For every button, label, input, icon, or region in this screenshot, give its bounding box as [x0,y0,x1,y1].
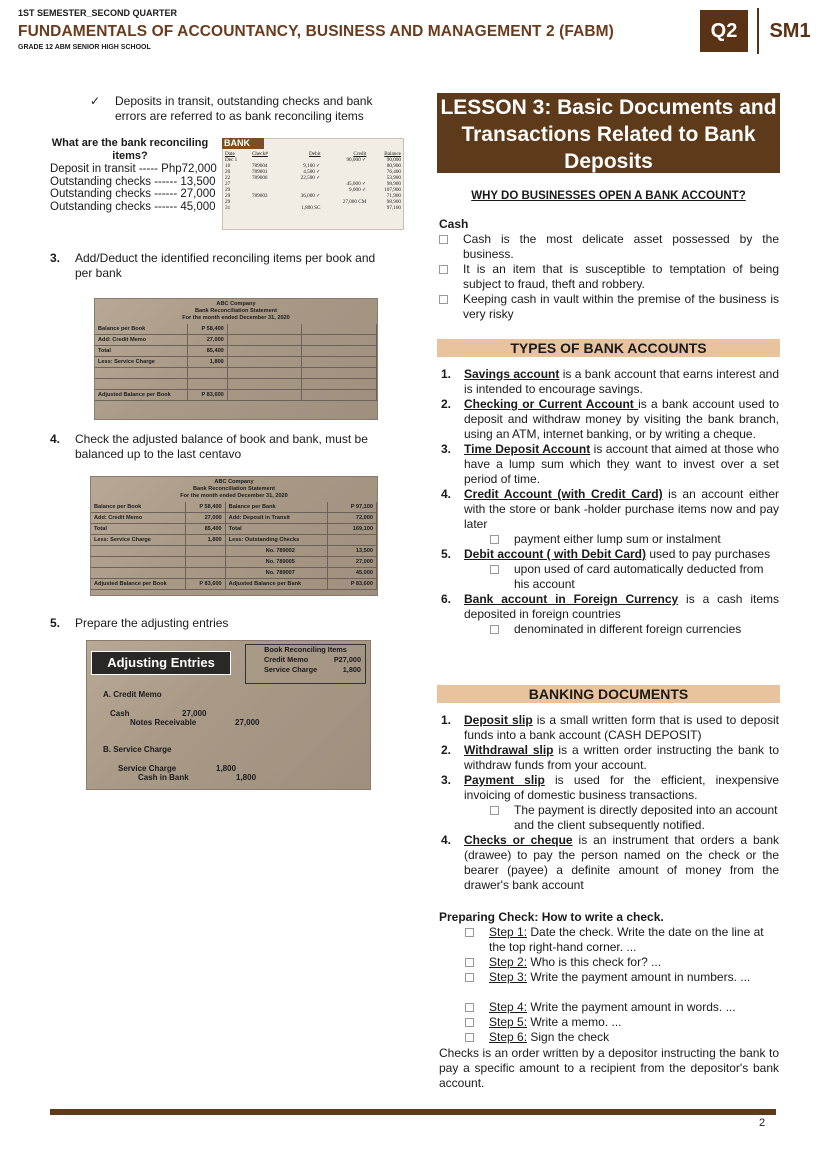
cash-point [439,232,779,262]
statement-label: Less: Outstanding Checks [225,535,328,546]
ledger-cell: Check# [251,151,268,157]
grade-label: GRADE 12 ABM SENIOR HIGH SCHOOL [18,44,151,51]
statement-amount: 85,400 [185,524,225,535]
docs-list [439,713,779,893]
item-term: Time Deposit Account [464,442,591,456]
statement-empty [227,346,302,357]
recon-statement-book-image [94,298,378,420]
item-text: is a small written form that is used to deposit funds into a bank account (CASH DEPOSIT) [464,713,779,742]
item-number: 3. [441,442,452,456]
statement-row [91,502,377,513]
statement-label: Adjusted Balance per Bank [225,579,328,590]
step-number: 3. [50,251,61,265]
cash-heading: Cash [439,217,469,231]
statement-row [91,535,377,546]
ledger-cell: 90,000 ✓ [346,157,367,163]
statement-label [95,368,188,379]
statement-amount: 1,800 [185,535,225,546]
statement-row [91,557,377,568]
ledger-cell: 1,800 SC [301,205,321,211]
statement-empty [302,368,377,379]
step-5 [50,616,380,631]
statement-amount [185,546,225,557]
step-label: Step 6: [489,1030,528,1044]
statement-row [95,346,377,357]
statement-empty [302,324,377,335]
closing-paragraph: Checks is an order written by a depositor instructing the bank to pay a specific amount to a recipient from the depositor's bank account. [439,1046,779,1090]
square-bullet-icon [465,1033,474,1042]
statement-empty [302,390,377,401]
cash-point [439,262,779,292]
item-term: Checks or cheque [464,833,573,847]
statement-empty [302,335,377,346]
statement-company: ABC Company [216,301,256,307]
ledger-cell: 20 [225,169,231,175]
square-bullet-icon [465,1018,474,1027]
item-number: 3. [441,773,452,787]
statement-label: Add: Credit Memo [95,335,188,346]
statement-period: For the month ended December 31, 2020 [180,493,288,499]
statement-label: Total [95,346,188,357]
item-text: is an instrument that orders a bank (drawee) to pay the person named on the check or the bearer (payee) a definite amount of money from the drawer's bank account [464,833,779,892]
ledger-cell: 27 [225,181,231,187]
list-item [439,713,779,743]
ledger-cell: 22 [225,175,231,181]
statement-label: Balance per Bank [225,502,328,513]
statement-amount: P 97,100 [328,502,377,513]
ledger-cell: 45,000 ✓ [346,181,367,187]
statement-label: No. 789002 [225,546,328,557]
types-list [439,367,779,637]
ledger-cell: Balance [384,151,401,157]
checkmark-icon: ✓ [90,94,101,108]
ledger-cell: 789006 [251,175,268,181]
statement-row [95,357,377,368]
ledger-cell: 789001 [251,169,268,175]
statement-row [91,524,377,535]
statement-amount [188,379,227,390]
check-step [439,1030,779,1045]
ledger-cell: 71,900 [386,193,401,199]
statement-company: ABC Company [214,479,254,485]
step-number: 4. [50,432,61,446]
recon-item: Deposit in transit ----- Php72,000 [50,163,217,175]
ledger-cell: 29 [225,199,231,205]
recon-item: Outstanding checks ------ 27,000 [50,188,216,201]
ledger-cell: Date [225,151,235,157]
ledger-cell: 29 [225,187,231,193]
check-step [439,1015,779,1030]
list-item [439,397,779,442]
ledger-cell: 10 [225,163,231,169]
item-term: Checking or Current Account [464,397,639,411]
badge-divider [757,8,759,54]
check-note [90,94,390,124]
square-bullet-icon [465,1003,474,1012]
step-text: Write the payment amount in numbers. ... [527,970,751,984]
statement-label: Total [225,524,328,535]
item-text: is a written order instructing the bank to withdraw funds from your account. [464,743,779,772]
statement-amount: P 58,400 [188,324,227,335]
statement-label: No. 789007 [225,568,328,579]
statement-row [95,335,377,346]
item-term: Savings account [464,367,560,381]
item-text: is an account either with the store or bank -holder purchase items now and pay later [464,487,779,531]
statement-row [95,368,377,379]
check-step [439,955,779,970]
box-item-label: Credit Memo [264,654,309,664]
ledger-cell: 107,900 [384,187,401,193]
recon-question-text: What are the bank reconciling items? [51,137,209,162]
statement-label: Adjusted Balance per Book [91,579,185,590]
statement-amount [188,368,227,379]
lesson-title: LESSON 3: Basic Documents and Transactions Related to Bank Deposits [440,96,777,173]
statement-empty [302,346,377,357]
step-label: Step 1: [489,925,528,939]
statement-amount: 1,800 [188,357,227,368]
square-bullet-icon [465,928,474,937]
square-bullet-icon [465,958,474,967]
statement-amount: P 83,600 [185,579,225,590]
item-number: 1. [441,713,452,727]
step-number: 5. [50,616,61,630]
ledger-cell: 36,000 ✓ [300,193,321,199]
statement-row [91,568,377,579]
sub-item [439,532,779,547]
statement-amount [328,535,377,546]
ledger-cell: 97,100 [386,205,401,211]
bank-ledger-image [222,138,404,230]
ledger-cell: 9,000 ✓ [349,187,367,193]
item-term: Credit Account (with Credit Card) [464,487,663,501]
lesson-title-banner [437,93,780,173]
check-note-text: Deposits in transit, outstanding checks and bank errors are referred to as bank reconciling items [115,94,373,123]
bank-ledger-label: BANK [222,138,264,149]
step-text: Sign the check [527,1030,610,1044]
ledger-cell: 76,400 [386,169,401,175]
check-step [439,1000,779,1015]
ledger-cell: 98,900 [386,181,401,187]
statement-label [95,379,188,390]
statement-amount [185,568,225,579]
step-text: Write the payment amount in words. ... [527,1000,736,1014]
docs-heading: BANKING DOCUMENTS [437,685,780,703]
check-steps [439,925,779,1045]
quarter-badge: Q2 [700,10,748,52]
recon-item: Outstanding checks ------ 45,000 [50,201,216,214]
item-number: 5. [441,547,452,561]
square-bullet-icon [439,265,448,274]
statement-amount: 27,000 [185,513,225,524]
statement-label: Adjusted Balance per Book [95,390,188,401]
square-bullet-icon [490,806,499,815]
box-item-label: Service Charge [264,664,318,674]
entry-a-credit-amount: 27,000 [235,718,260,727]
ledger-cell: 53,900 [386,175,401,181]
statement-heading [95,299,377,324]
ledger-row [223,205,403,211]
list-item [439,773,779,803]
entry-a-debit-amount: 27,000 [182,709,207,718]
cash-point-text: Cash is the most delicate asset possessed by the business. [463,232,779,261]
statement-amount: 85,400 [188,346,227,357]
ledger-cell: 90,000 [386,157,401,163]
statement-label [91,557,185,568]
statement-1-table [95,324,377,401]
ledger-cell: Debit [309,151,321,157]
statement-label: Add: Deposit in Transit [225,513,328,524]
entry-b-debit-account: Service Charge [118,764,177,773]
statement-1 [95,299,377,401]
check-heading: Preparing Check: How to write a check. [439,910,664,924]
page-number: 2 [759,1117,766,1129]
statement-2-table [91,502,377,590]
statement-amount [185,557,225,568]
statement-empty [227,368,302,379]
statement-row [91,546,377,557]
item-number: 1. [441,367,452,381]
step-4 [50,432,390,462]
statement-label: Less: Service Charge [95,357,188,368]
entry-b-credit-amount: 1,800 [236,773,257,782]
statement-empty [227,335,302,346]
entry-a-credit-account: Notes Receivable [130,718,197,727]
ledger-cell: 22,500 ✓ [300,175,321,181]
ledger-cell: 98,900 [386,199,401,205]
recon-statement-full-image [90,476,378,596]
statement-label: Add: Credit Memo [91,513,185,524]
sub-item [439,803,779,833]
item-number: 2. [441,397,452,411]
ledger-cell: Dec 1 [225,157,238,163]
square-bullet-icon [490,625,499,634]
item-number: 2. [441,743,452,757]
item-text: is used for the efficient, inexpensive invoicing of domestic business transactions. [464,773,779,802]
item-term: Withdrawal slip [464,743,554,757]
statement-period: For the month ended December 31, 2020 [182,315,290,321]
statement-amount: 169,100 [328,524,377,535]
why-heading: WHY DO BUSINESSES OPEN A BANK ACCOUNT? [471,190,746,202]
statement-label: Balance per Book [91,502,185,513]
statement-empty [227,357,302,368]
statement-amount: P 58,400 [185,502,225,513]
statement-amount: 27,000 [188,335,227,346]
box-item-value: 1,800 [342,664,361,674]
statement-empty [302,357,377,368]
item-text: is account that aimed at those who have a lump sum which they want to invest over a set period of time. [464,442,779,486]
item-term: Bank account in Foreign Currency [464,592,679,606]
check-step [439,925,779,955]
statement-row [95,324,377,335]
cash-point-text: Keeping cash in vault within the premise of the business is very risky [463,292,779,321]
ledger-cell: 31 [225,205,231,211]
statement-heading [91,477,377,502]
step-gap [439,985,779,1000]
ledger-cell: 29 [225,193,231,199]
recon-question [46,137,214,163]
item-text: is a cash items deposited in foreign countries [464,592,779,621]
statement-row [91,579,377,590]
check-step [439,970,779,985]
statement-amount: P 83,600 [188,390,227,401]
ledger-cell: 789004 [251,163,268,169]
list-item [439,442,779,487]
cash-point [439,292,779,322]
book-reconciling-box [245,644,366,684]
sub-item-text: denominated in different foreign currencies [514,622,742,636]
step-text: Add/Deduct the identified reconciling items per book and per bank [75,251,376,280]
square-bullet-icon [465,973,474,982]
list-item [439,592,779,622]
entry-b-label: B. Service Charge [103,745,172,754]
ledger-cell [323,205,369,211]
adjusting-entries-title: Adjusting Entries [91,651,231,675]
statement-amount: P 83,600 [328,579,377,590]
entry-b-credit-account: Cash in Bank [138,773,189,782]
types-heading: TYPES OF BANK ACCOUNTS [437,339,780,357]
ledger-cell: 27,000 CM [342,199,367,205]
bank-ledger-table [223,151,403,211]
step-label: Step 3: [489,970,528,984]
statement-row [95,390,377,401]
statement-empty [302,379,377,390]
list-item [439,833,779,893]
list-item [439,487,779,532]
step-text: Prepare the adjusting entries [75,616,229,630]
item-number: 6. [441,592,452,606]
step-text: Who is this check for? ... [527,955,662,969]
ledger-cell: 80,900 [386,163,401,169]
statement-empty [227,390,302,401]
recon-items-list [50,163,220,214]
list-item [439,547,779,562]
square-bullet-icon [490,565,499,574]
statement-empty [227,324,302,335]
square-bullet-icon [490,535,499,544]
box-item-value: P27,000 [333,654,361,664]
statement-row [91,513,377,524]
list-item [439,743,779,773]
item-number: 4. [441,487,452,501]
item-term: Debit account ( with Debit Card) [464,547,647,561]
statement-2 [91,477,377,590]
module-badge: SM1 [769,20,811,42]
statement-label: Balance per Book [95,324,188,335]
step-label: Step 4: [489,1000,528,1014]
step-text: Write a memo. ... [527,1015,622,1029]
square-bullet-icon [439,295,448,304]
step-label: Step 5: [489,1015,528,1029]
statement-label [91,568,185,579]
statement-amount: 45,000 [328,568,377,579]
statement-empty [227,379,302,390]
course-title: FUNDAMENTALS OF ACCOUNTANCY, BUSINESS AND MANAGEMENT 2 (FABM) [18,23,614,40]
sub-item-text: payment either lump sum or instalment [514,532,721,546]
entry-b-debit-amount: 1,800 [216,764,237,773]
sub-item [439,622,779,637]
entry-a-label: A. Credit Memo [103,690,162,699]
statement-label: Total [91,524,185,535]
item-text: is a bank account that earns interest and is intended to encourage savings. [464,367,779,396]
sub-item [439,562,779,592]
semester-label: 1ST SEMESTER_SECOND QUARTER [18,8,178,18]
step-text: Check the adjusted balance of book and bank, must be balanced up to the last centavo [75,432,368,461]
sub-item-text: The payment is directly deposited into an account and the client subsequently notified. [514,803,778,832]
book-reconciling-title: Book Reconciling Items [264,645,347,654]
recon-item: Outstanding checks ------ 13,500 [50,175,216,188]
statement-row [95,379,377,390]
statement-amount: 27,000 [328,557,377,568]
statement-amount: 13,500 [328,546,377,557]
ledger-cell [250,205,283,211]
ledger-cell: 9,100 ✓ [303,163,321,169]
item-term: Payment slip [464,773,545,787]
item-term: Deposit slip [464,713,533,727]
ledger-cell: Credit [353,151,367,157]
step-label: Step 2: [489,955,528,969]
statement-label: Less: Service Charge [91,535,185,546]
statement-amount: 72,000 [328,513,377,524]
item-text: is a bank account used to deposit and withdraw money by visiting the bank branch, using an ATM, internet banking, or by writing a cheque. [464,397,779,441]
ledger-cell: 4,500 ✓ [303,169,321,175]
square-bullet-icon [439,235,448,244]
entry-a-debit-account: Cash [110,709,130,718]
list-item [439,367,779,397]
statement-label: No. 789005 [225,557,328,568]
statement-title: Bank Reconciliation Statement [194,308,278,314]
ledger-cell: 789003 [251,193,268,199]
item-text: used to pay purchases [646,547,771,561]
statement-title: Bank Reconciliation Statement [192,486,276,492]
step-text: Date the check. Write the date on the line at the top right-hand corner. ... [489,925,764,954]
sub-item-text: upon used of card automatically deducted from his account [514,562,764,591]
item-number: 4. [441,833,452,847]
statement-label [91,546,185,557]
cash-points [439,232,779,322]
cash-point-text: It is an item that is susceptible to temptation of being subject to fraud, theft and robbery. [463,262,779,291]
step-3 [50,251,380,281]
footer-bar [50,1109,776,1115]
